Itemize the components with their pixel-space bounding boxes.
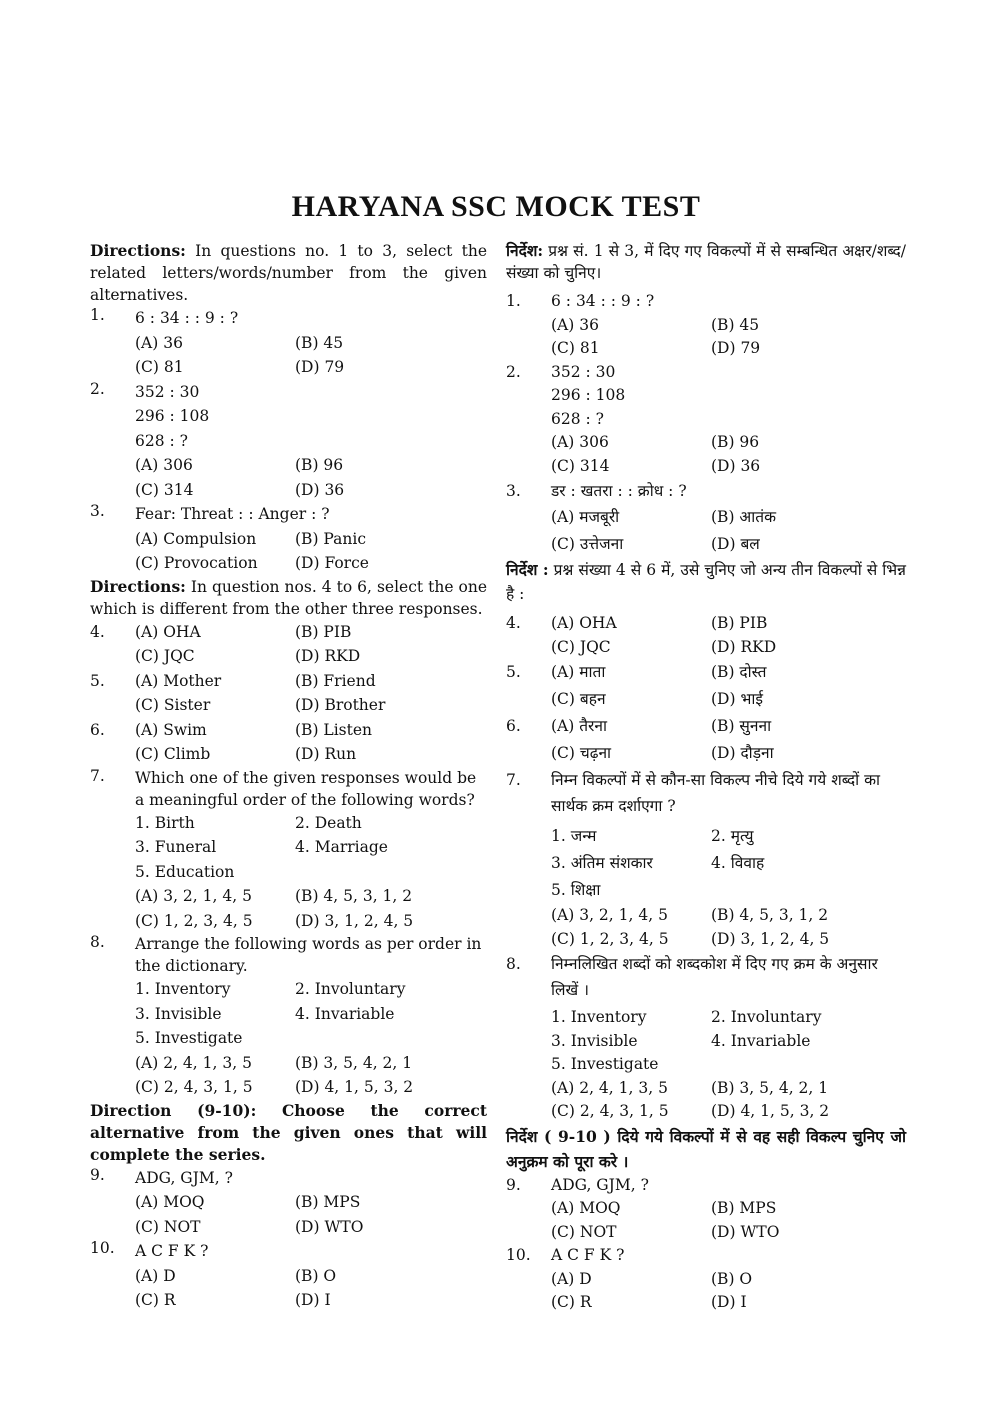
option: (A) 2, 4, 1, 3, 5 bbox=[135, 1053, 252, 1072]
option: (A) 2, 4, 1, 3, 5 bbox=[551, 1078, 668, 1097]
option: (B) सुनना bbox=[711, 717, 772, 735]
option: (B) 3, 5, 4, 2, 1 bbox=[711, 1078, 829, 1097]
option: (C) 81 bbox=[551, 339, 600, 357]
option: (C) R bbox=[135, 1291, 176, 1309]
option: (B) 4, 5, 3, 1, 2 bbox=[711, 906, 829, 924]
question-7-hindi: 7. निम्न विकल्पों में से कौन-सा विकल्प नीचे दिये गये शब्दों का सार्थक क्रम दर्शाएगा ? 1. जन्म 2. मृत्यु3. अंतिम संशकार 4. विवाह5. शिक्षा (A) 3, 2, 1, 4, 5 (B) 4, 5, 3, 1, 2(C) 1, 2, 3, 4, 5 (D) 3, 1, 2, 4, 5 bbox=[506, 767, 906, 951]
option: (C) JQC bbox=[135, 647, 195, 665]
option: (C) 2, 4, 3, 1, 5 bbox=[135, 1078, 253, 1096]
option: (B) Panic bbox=[295, 529, 367, 548]
question-10-hindi: 10. A C F K ? (A) D (B) O(C) R (D) I bbox=[506, 1244, 906, 1315]
question-4-hindi: 4. (A) OHA (B) PIB(C) JQC (D) RKD bbox=[506, 612, 906, 659]
option: (D) RKD bbox=[295, 647, 361, 665]
list-item: 2. Involuntary bbox=[711, 1008, 822, 1026]
option: (B) O bbox=[295, 1266, 337, 1285]
option: (A) Swim bbox=[135, 720, 207, 739]
list-item: 5. Investigate bbox=[551, 1055, 659, 1073]
option: (B) O bbox=[711, 1269, 753, 1288]
option: (C) R bbox=[551, 1293, 592, 1311]
option: (A) 36 bbox=[135, 333, 183, 352]
list-item: 2. Death bbox=[295, 813, 362, 832]
option: (D) WTO bbox=[295, 1217, 364, 1236]
option: (C) JQC bbox=[551, 637, 611, 656]
option: (C) Sister bbox=[135, 696, 211, 714]
option: (B) 96 bbox=[295, 456, 344, 474]
option: (B) MPS bbox=[711, 1199, 777, 1217]
option: (D) 3, 1, 2, 4, 5 bbox=[711, 929, 830, 948]
option: (B) 45 bbox=[295, 333, 344, 352]
question-7: 7. Which one of the given responses would be a meaningful order of the following words? 1. Birth 2. Death3. Funeral 4. Marriage5. Education (A) 3, 2, 1, 4, 5 (B) 4, 5, 3, 1, 2(C) 1, 2, 3, 4, 5 (D) 3, 1, 2, 4, 5 bbox=[90, 767, 487, 934]
option: (C) Climb bbox=[135, 745, 211, 763]
question-5-hindi: 5. (A) माता (B) दोस्त(C) बहन (D) भाई bbox=[506, 659, 906, 713]
english-column bbox=[90, 240, 487, 1313]
option: (C) 81 bbox=[135, 358, 184, 376]
question-6-hindi: 6. (A) तैरना (B) सुनना(C) चढ़ना (D) दौड़ना bbox=[506, 713, 906, 767]
list-item: 4. विवाह bbox=[711, 854, 765, 872]
list-item: 4. Invariable bbox=[295, 1004, 395, 1023]
option: (B) आतंक bbox=[711, 508, 776, 526]
option: (A) OHA bbox=[135, 622, 201, 641]
list-item: 1. Inventory bbox=[551, 1008, 647, 1026]
option: (D) I bbox=[295, 1291, 331, 1309]
option: (D) 36 bbox=[295, 480, 345, 499]
option: (D) WTO bbox=[711, 1222, 780, 1241]
option: (A) 3, 2, 1, 4, 5 bbox=[551, 906, 668, 924]
option: (D) 79 bbox=[295, 358, 345, 376]
list-item: 5. Investigate bbox=[135, 1029, 243, 1047]
option: (C) उत्तेजना bbox=[551, 535, 624, 553]
option: (A) 306 bbox=[135, 456, 193, 474]
directions-3: Direction (9-10): Choose the correct alternative from the given ones that will complete the series. bbox=[90, 1100, 487, 1164]
option: (D) भाई bbox=[711, 690, 763, 708]
question-4: 4. (A) OHA (B) PIB(C) JQC (D) RKD bbox=[90, 620, 487, 669]
list-item: 3. अंतिम संशकार bbox=[551, 854, 653, 872]
option: (A) 306 bbox=[551, 433, 609, 451]
option: (D) Force bbox=[295, 554, 369, 572]
option: (A) तैरना bbox=[551, 717, 608, 735]
option: (B) Friend bbox=[295, 671, 376, 690]
option: (B) PIB bbox=[295, 622, 352, 641]
option: (D) 4, 1, 5, 3, 2 bbox=[295, 1078, 414, 1096]
option: (D) Run bbox=[295, 745, 357, 763]
option: (A) 3, 2, 1, 4, 5 bbox=[135, 887, 252, 905]
question-8: 8. Arrange the following words as per order in the dictionary. 1. Inventory 2. Involuntary3. Invisible 4. Invariable5. Investigate (A) 2, 4, 1, 3, 5 (B) 3, 5, 4, 2, 1(C) 2, 4, 3, 1, 5 (D) 4, 1, 5, 3, 2 bbox=[90, 933, 487, 1100]
option: (A) MOQ bbox=[135, 1193, 205, 1211]
hindi-column bbox=[506, 240, 906, 1315]
option: (A) मजबूरी bbox=[551, 508, 620, 526]
option: (C) NOT bbox=[551, 1222, 617, 1241]
option: (D) बल bbox=[711, 535, 760, 553]
option: (A) Mother bbox=[135, 671, 222, 690]
list-item: 3. Invisible bbox=[135, 1004, 222, 1023]
list-item: 4. Marriage bbox=[295, 838, 388, 856]
question-9: 9. ADG, GJM, ? (A) MOQ (B) MPS(C) NOT (D) WTO bbox=[90, 1166, 487, 1240]
question-3-hindi: 3. डर : खतरा : : क्रोध : ? (A) मजबूरी (B) आतंक(C) उत्तेजना (D) बल bbox=[506, 478, 906, 558]
option: (D) 3, 1, 2, 4, 5 bbox=[295, 911, 414, 930]
option: (C) 1, 2, 3, 4, 5 bbox=[135, 911, 253, 930]
option: (D) I bbox=[711, 1293, 747, 1311]
option: (C) बहन bbox=[551, 690, 606, 708]
page-title: HARYANA SSC MOCK TEST bbox=[291, 190, 701, 223]
question-5: 5. (A) Mother (B) Friend(C) Sister (D) Brother bbox=[90, 669, 487, 718]
option: (B) 45 bbox=[711, 315, 760, 334]
option: (C) NOT bbox=[135, 1217, 201, 1236]
option: (C) Provocation bbox=[135, 554, 258, 572]
option: (B) 96 bbox=[711, 433, 760, 451]
option: (D) Brother bbox=[295, 696, 386, 714]
option: (B) PIB bbox=[711, 614, 768, 632]
directions-3-hindi: निर्देश ( 9-10 ) दिये गये विकल्पों में से वह सही विकल्प चुनिए जो अनुक्रम को पूरा करे । bbox=[506, 1126, 906, 1171]
option: (B) 3, 5, 4, 2, 1 bbox=[295, 1053, 413, 1072]
option: (D) दौड़ना bbox=[711, 744, 774, 762]
option: (A) माता bbox=[551, 663, 606, 681]
list-item: 1. Inventory bbox=[135, 980, 231, 998]
list-item: 1. जन्म bbox=[551, 827, 597, 845]
option: (A) 36 bbox=[551, 315, 599, 334]
directions-1: Directions: In questions no. 1 to 3, select the related letters/words/number from the given alternatives. bbox=[90, 241, 487, 304]
option: (D) RKD bbox=[711, 637, 777, 656]
option: (A) OHA bbox=[551, 614, 617, 632]
list-item: 2. Involuntary bbox=[295, 980, 406, 998]
list-item: 3. Invisible bbox=[551, 1031, 638, 1050]
option: (D) 4, 1, 5, 3, 2 bbox=[711, 1102, 830, 1120]
question-9-hindi: 9. ADG, GJM, ? (A) MOQ (B) MPS(C) NOT (D) WTO bbox=[506, 1174, 906, 1245]
option: (A) D bbox=[135, 1266, 176, 1285]
option: (C) 314 bbox=[551, 456, 610, 475]
question-2: 2. 352 : 30 296 : 108 628 : ? (A) 306 (B) 96(C) 314 (D) 36 bbox=[90, 380, 487, 503]
option: (C) 1, 2, 3, 4, 5 bbox=[551, 929, 669, 948]
question-6: 6. (A) Swim (B) Listen(C) Climb (D) Run bbox=[90, 718, 487, 767]
question-1: 1. 6 : 34 : : 9 : ? (A) 36 (B) 45(C) 81 (D) 79 bbox=[90, 306, 487, 380]
option: (B) MPS bbox=[295, 1193, 361, 1211]
option: (A) MOQ bbox=[551, 1199, 621, 1217]
list-item: 2. मृत्यु bbox=[711, 827, 754, 845]
option: (A) D bbox=[551, 1269, 592, 1288]
option: (C) 314 bbox=[135, 480, 194, 499]
option: (B) 4, 5, 3, 1, 2 bbox=[295, 887, 413, 905]
question-10: 10. A C F K ? (A) D (B) O(C) R (D) I bbox=[90, 1239, 487, 1313]
list-item: 4. Invariable bbox=[711, 1031, 811, 1050]
question-3: 3. Fear: Threat : : Anger : ? (A) Compulsion (B) Panic(C) Provocation (D) Force bbox=[90, 502, 487, 576]
question-2-hindi: 2. 352 : 30 296 : 108 628 : ? (A) 306 (B) 96(C) 314 (D) 36 bbox=[506, 361, 906, 479]
option: (B) Listen bbox=[295, 720, 373, 739]
option: (D) 36 bbox=[711, 456, 761, 475]
list-item: 1. Birth bbox=[135, 813, 195, 832]
directions-1-hindi: निर्देश: प्रश्न सं. 1 से 3, में दिए गए विकल्पों में से सम्बन्धित अक्षर/शब्द/संख्या को चुनिए। bbox=[506, 241, 906, 282]
list-item: 5. शिक्षा bbox=[551, 881, 601, 899]
option: (D) 79 bbox=[711, 339, 761, 357]
directions-2: Directions: In question nos. 4 to 6, select the one which is different from the other three responses. bbox=[90, 576, 487, 618]
question-1-hindi: 1. 6 : 34 : : 9 : ? (A) 36 (B) 45(C) 81 (D) 79 bbox=[506, 290, 906, 361]
directions-2-hindi: निर्देश : प्रश्न संख्या 4 से 6 में, उसे चुनिए जो अन्य तीन विकल्पों से भिन्न है : bbox=[506, 560, 906, 603]
option: (A) Compulsion bbox=[135, 529, 257, 548]
question-8-hindi: 8. निम्नलिखित शब्दों को शब्दकोश में दिए गए क्रम के अनुसार लिखें । 1. Inventory 2. Involuntary3. Invisible 4. Invariable5. Investigate (A) 2, 4, 1, 3, 5 (B) 3, 5, 4, 2, 1(C) 2, 4, 3, 1, 5 (D) 4, 1, 5, 3, 2 bbox=[506, 951, 906, 1124]
list-item: 3. Funeral bbox=[135, 838, 217, 856]
option: (C) चढ़ना bbox=[551, 744, 612, 762]
list-item: 5. Education bbox=[135, 862, 235, 881]
option: (C) 2, 4, 3, 1, 5 bbox=[551, 1102, 669, 1120]
option: (B) दोस्त bbox=[711, 663, 767, 681]
